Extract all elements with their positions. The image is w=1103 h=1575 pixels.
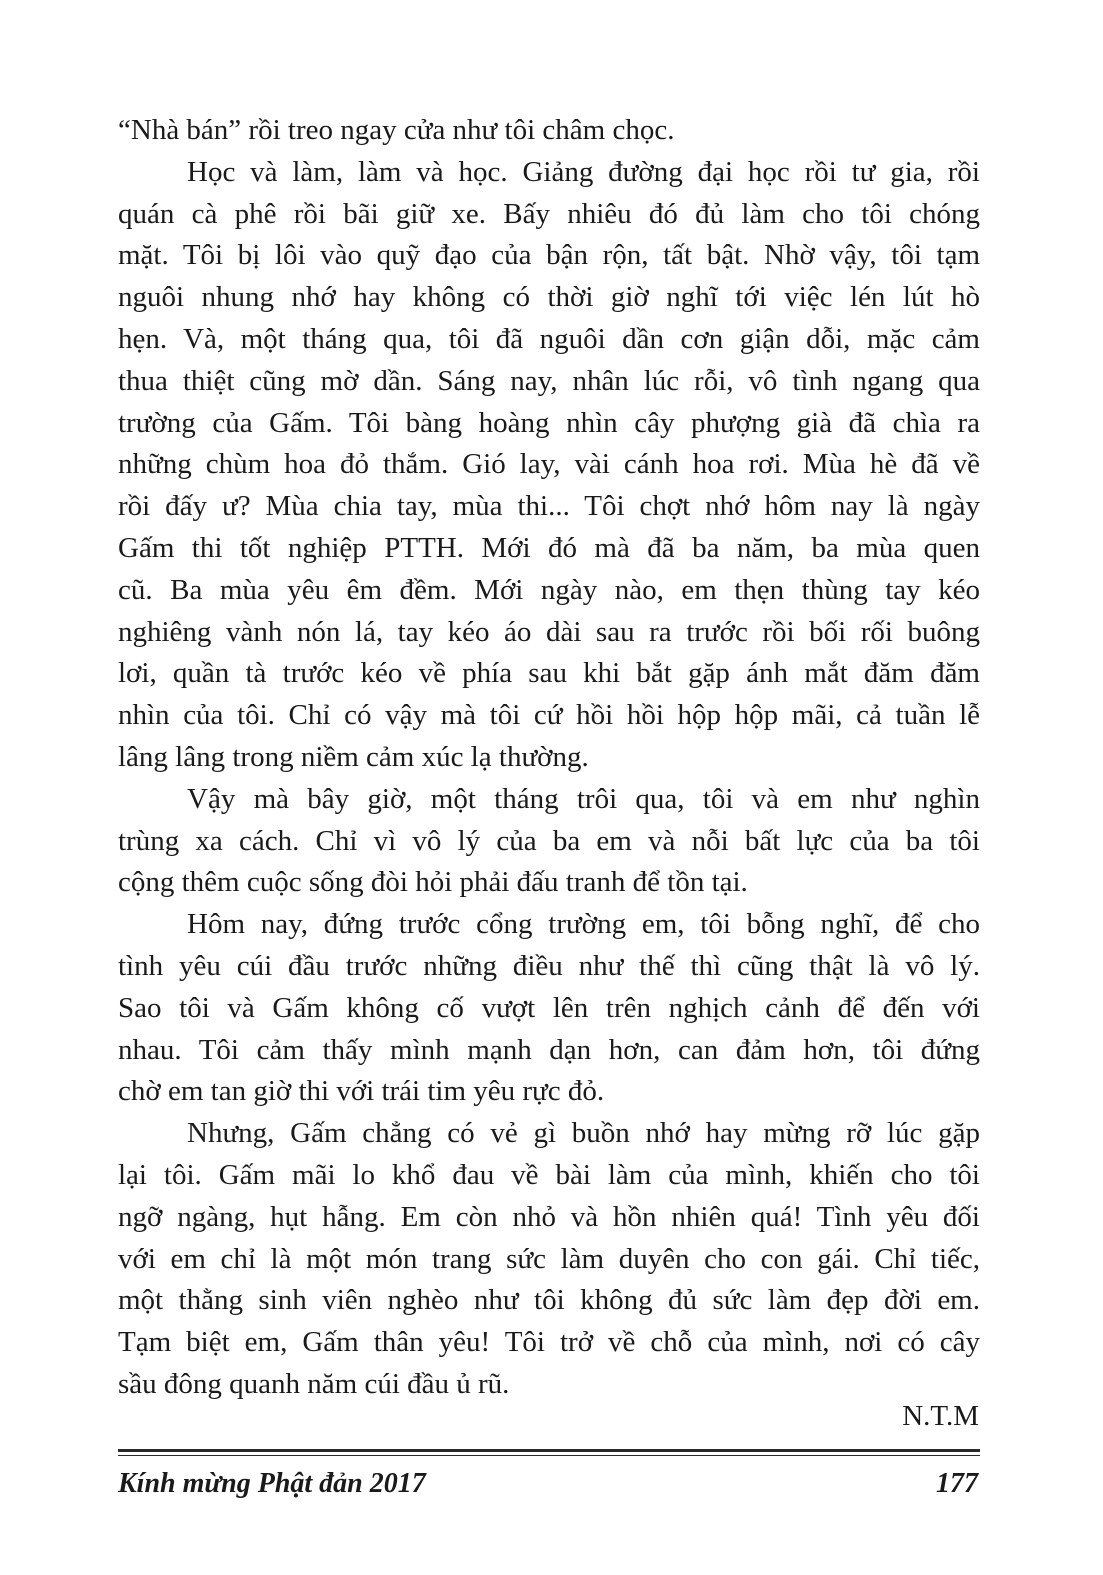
text-line: chờ em tan giờ thi với trái tim yêu rực đỏ. [118, 1075, 605, 1108]
text-line: hẹn. Và, một tháng qua, tôi đã nguôi dần cơn giận dỗi, mặc cảm [118, 322, 980, 355]
author-signature: N.T.M [902, 1400, 979, 1432]
text-line: trùng xa cách. Chỉ vì vô lý của ba em và nỗi bất lực của ba tôi [118, 824, 980, 857]
text-line: Sao tôi và Gấm không cố vượt lên trên nghịch cảnh để đến với [118, 991, 980, 1024]
text-line: nguôi nhung nhớ hay không có thời giờ nghĩ tới việc lén lút hò [118, 281, 980, 314]
text-line: thua thiệt cũng mờ dần. Sáng nay, nhân lúc rỗi, vô tình ngang qua [118, 364, 980, 397]
text-line: nhìn của tôi. Chỉ có vậy mà tôi cứ hồi hồi hộp hộp mãi, cả tuần lễ [118, 699, 980, 732]
text-line: những chùm hoa đỏ thắm. Gió lay, vài cánh hoa rơi. Mùa hè đã về [118, 448, 980, 481]
text-line: rồi đấy ư? Mùa chia tay, mùa thi... Tôi chợt nhớ hôm nay là ngày [118, 490, 980, 523]
footer-rule-thin [118, 1455, 980, 1456]
text-line: lại tôi. Gấm mãi lo khổ đau về bài làm của mình, khiến cho tôi [118, 1158, 980, 1191]
text-line: một thằng sinh viên nghèo như tôi không đủ sức làm đẹp đời em. [118, 1284, 980, 1317]
text-line: “Nhà bán” rồi treo ngay cửa như tôi châm chọc. [118, 114, 675, 146]
text-line: Tạm biệt em, Gấm thân yêu! Tôi trở về chỗ của mình, nơi có cây [118, 1326, 980, 1359]
text-line: ngỡ ngàng, hụt hẫng. Em còn nhỏ và hồn nhiên quá! Tình yêu đối [118, 1200, 980, 1233]
text-line: với em chỉ là một món trang sức làm duyên cho con gái. Chỉ tiếc, [118, 1242, 980, 1275]
page-footer [118, 1462, 980, 1506]
page-body [118, 110, 980, 1406]
text-line: nhau. Tôi cảm thấy mình mạnh dạn hơn, can đảm hơn, tôi đứng [118, 1033, 980, 1066]
text-line: lâng lâng trong niềm cảm xúc lạ thường. [118, 740, 589, 773]
text-line: Hôm nay, đứng trước cổng trường em, tôi bỗng nghĩ, để cho [187, 908, 980, 941]
text-line: mặt. Tôi bị lôi vào quỹ đạo của bận rộn, tất bật. Nhờ vậy, tôi tạm [118, 239, 980, 272]
text-line: lơi, quần tà trước kéo về phía sau khi bắt gặp ánh mắt đăm đăm [118, 657, 980, 690]
text-line: cộng thêm cuộc sống đòi hỏi phải đấu tranh để tồn tại. [118, 866, 748, 899]
text-line: Học và làm, làm và học. Giảng đường đại học rồi tư gia, rồi [187, 155, 980, 188]
text-line: sầu đông quanh năm cúi đầu ủ rũ. [118, 1367, 510, 1400]
text-line: trường của Gấm. Tôi bàng hoàng nhìn cây phượng già đã chìa ra [118, 406, 980, 439]
text-line: quán cà phê rồi bãi giữ xe. Bấy nhiêu đó đủ làm cho tôi chóng [118, 197, 980, 230]
text-line: nghiêng vành nón lá, tay kéo áo dài sau ra trước rồi bối rối buông [118, 615, 980, 648]
text-line: cũ. Ba mùa yêu êm đềm. Mới ngày nào, em thẹn thùng tay kéo [118, 573, 980, 606]
text-line: Vậy mà bây giờ, một tháng trôi qua, tôi và em như nghìn [187, 782, 980, 815]
page-number: 177 [936, 1468, 978, 1499]
footer-publication-title: Kính mừng Phật đản 2017 [118, 1468, 426, 1499]
footer-rule-thick [118, 1449, 980, 1452]
text-line: tình yêu cúi đầu trước những điều như thế thì cũng thật là vô lý. [118, 949, 980, 982]
text-line: Gấm thi tốt nghiệp PTTH. Mới đó mà đã ba năm, ba mùa quen [118, 531, 980, 564]
text-line: Nhưng, Gấm chẳng có vẻ gì buồn nhớ hay mừng rỡ lúc gặp [187, 1117, 980, 1150]
